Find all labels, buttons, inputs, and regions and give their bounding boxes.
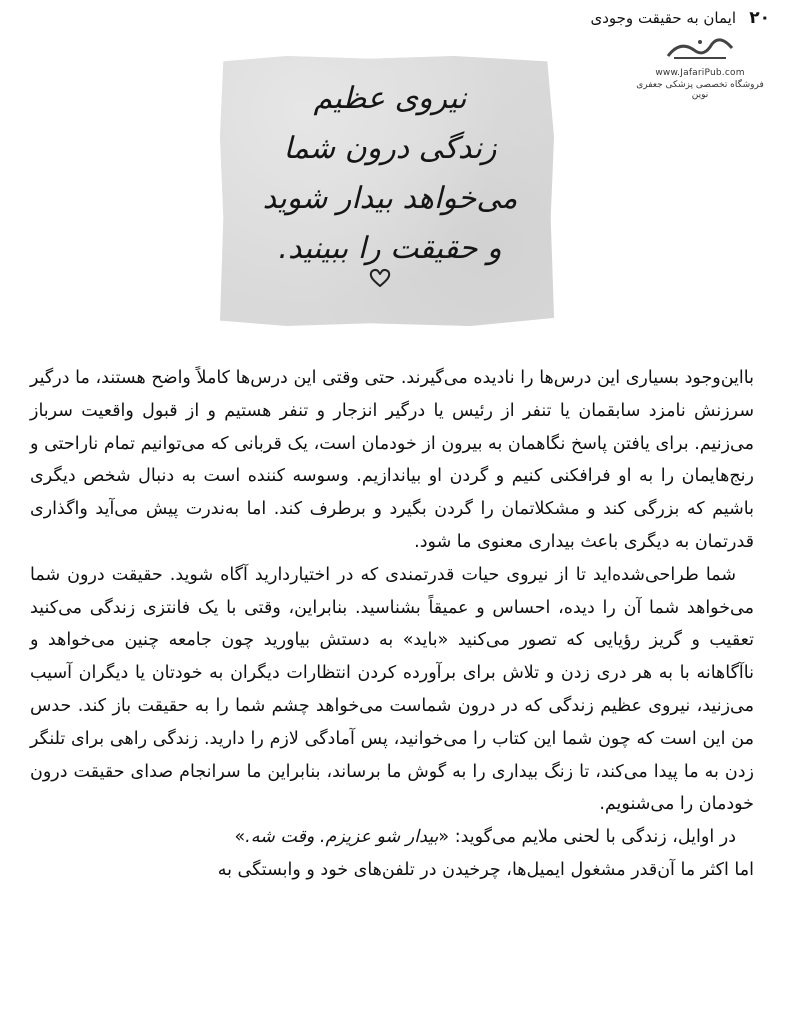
running-title: ایمان به حقیقت وجودی	[590, 9, 736, 27]
dialog-quote: بیدار شو عزیزم. وقت شه.	[245, 827, 439, 848]
paragraph: اما اکثر ما آن‌قدر مشغول ایمیل‌ها، چرخیدن در تلفن‌های خود و وابستگی به	[217, 859, 754, 880]
publisher-watermark	[630, 36, 770, 98]
page-header	[560, 8, 770, 38]
body-text	[30, 362, 754, 887]
paragraph: بااین‌وجود بسیاری این درس‌ها را نادیده می‌گیرند. حتی وقتی این درس‌ها کاملاً واضح هستند، ما درگیر سرزنش نامزد سابقمان یا تنفر از رئیس یا درگیر انزجار و تنفر هستیم و از قبول واقعیت سرباز می‌زنیم. برای یافتن پاسخ نگاهمان به بیرون از خودمان است، یک قربانی که می‌توانیم تمام ناراحتی و رنج‌هایمان را به او فرافکنی کنیم و گردن او بیاندازیم. وسوسه کننده است به دنبال شخص دیگری باشیم که بزرگی کند و مشکلاتمان را گردن بگیرد و برطرف کند. اما به‌ندرت پیش می‌آید واگذاری قدرتمان به دیگری باعث بیداری معنوی ما شود.	[30, 368, 754, 552]
publisher-logo-icon	[660, 36, 740, 64]
publisher-caption: فروشگاه تخصصی پزشکی جعفری نوین	[636, 80, 764, 100]
dialog-paragraph	[30, 821, 754, 854]
heart-icon	[369, 268, 391, 288]
quote-line: می‌خواهد بیدار شوید	[262, 181, 518, 216]
paragraph: شما طراحی‌شده‌اید تا از نیروی حیات قدرتمندی که در اختیاردارید آگاه شوید. حقیقت درون شما می‌خواهد شما آن را دیده، احساس و عمیقاً بشناسید. بنابراین، وقتی با یک فانتزی زندگی می‌کنید تعقیب و گریز رؤیایی که تصور می‌کنید «باید» به دستش بیاورید چون جامعه چنین می‌خواهد و ناآگاهانه با به هر دری زدن و تلاش برای برآورده کردن انتظارات دیگران به خودتان یا دیگران آسیب می‌زنید، نیروی عظیم زندگی که در درون شماست می‌خواهد چشم شما را به حقیقت باز کند. حدس من این است که چون شما این کتاب را می‌خوانید، پس آمادگی لازم را دارید. زندگی راهی برای تلنگر زدن به ما پیدا می‌کند، تا زنگ بیداری را به گوش ما برساند، بنابراین ما سرانجام صدای حقیقت درون خودمان را می‌شنویم.	[30, 564, 754, 815]
quote-line: زندگی درون شما	[283, 131, 497, 166]
pull-quote	[240, 74, 540, 274]
dialog-close: »	[234, 827, 246, 848]
quote-line: و حقیقت را ببینید.	[278, 231, 502, 266]
page-number: ۲۰	[749, 8, 770, 28]
publisher-url: www.JafariPub.com	[655, 68, 745, 78]
quote-line: نیروی عظیم	[313, 81, 467, 116]
dialog-intro: در اوایل، زندگی با لحنی ملایم می‌گوید: «	[438, 827, 736, 848]
